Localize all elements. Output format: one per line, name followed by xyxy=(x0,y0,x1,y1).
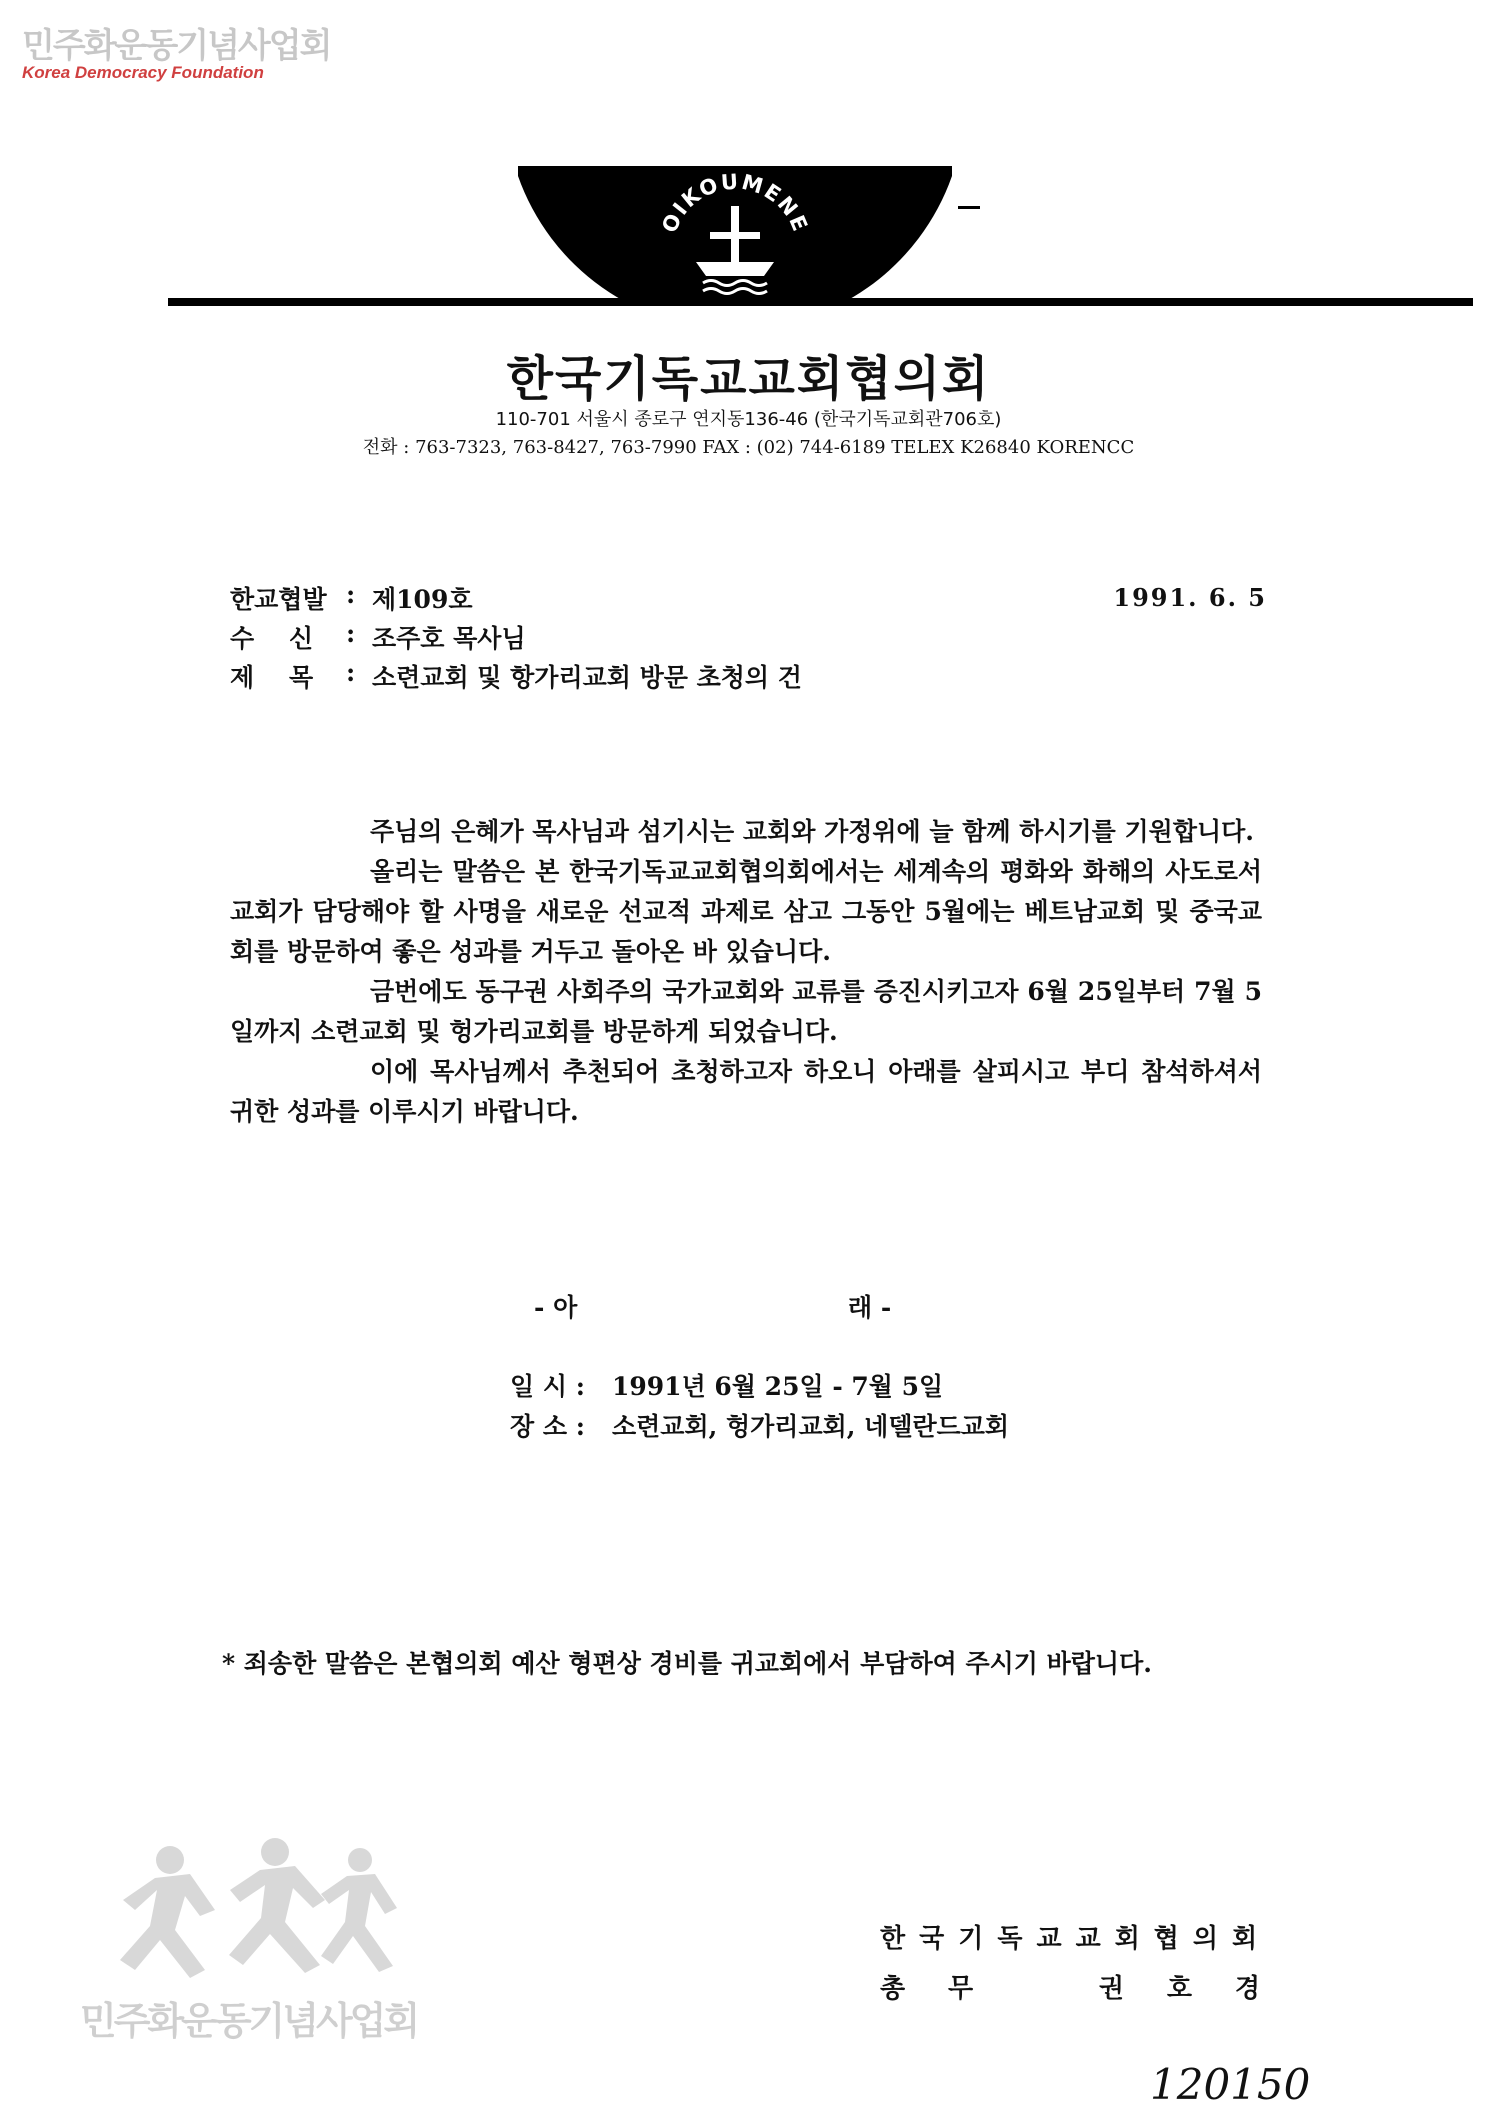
recipient-colon: : xyxy=(346,619,356,648)
place-value: 소련교회, 헝가리교회, 네델란드교회 xyxy=(612,1412,1010,1441)
letter-date: 1991. 6. 5 xyxy=(1113,583,1267,612)
org-address: 110-701 서울시 종로구 연지동136-46 (한국기독교회관706호) xyxy=(495,409,1002,430)
letterhead-rule xyxy=(168,298,1473,306)
signature-name-1: 권 xyxy=(1098,1974,1124,2004)
logo-dash xyxy=(958,206,980,209)
document-number: 120150 xyxy=(1150,2060,1311,2109)
oikoumene-logo xyxy=(518,166,952,306)
schedule-value: 1991년 6월 25일 - 7월 5일 xyxy=(612,1372,944,1401)
body-paragraph-2: 올리는 말씀은 본 한국기독교교회협의회에서는 세계속의 평화와 화해의 사도로서 교회가 담당해야 할 사명을 새로운 선교적 과제로 삼고 그동안 5월에는 베트남교회 및 중국교회를 방문하여 좋은 성과를 거두고 돌아온 바 있습니다. xyxy=(230,857,1262,966)
signature-org: 한국기독교교회협의회 xyxy=(880,1924,1272,1954)
signature-name-3: 경 xyxy=(1234,1974,1260,2004)
subject-label: 제 목 xyxy=(230,663,314,692)
org-name: 한국기독교교회협의회 xyxy=(506,351,991,407)
org-contact: 전화 : 763-7323, 763-8427, 763-7990 FAX : (02) 744-6189 TELEX K26840 KORENCC xyxy=(362,437,1135,458)
watermark-subtitle: Korea Democracy Foundation xyxy=(22,63,264,82)
runners-watermark-icon xyxy=(75,1830,405,1990)
footnote: * 죄송한 말씀은 본협의회 예산 형편상 경비를 귀교회에서 부담하여 주시기 바랍니다. xyxy=(222,1649,1152,1678)
recipient-value: 조주호 목사님 xyxy=(372,624,526,653)
body-paragraph-1: 주님의 은혜가 목사님과 섬기시는 교회와 가정위에 늘 함께 하시기를 기원합니다. xyxy=(370,817,1254,846)
signature-name-2: 호 xyxy=(1166,1974,1192,2004)
notice-heading-right: 래 - xyxy=(848,1293,892,1322)
doc-number-colon: : xyxy=(346,580,356,609)
recipient-label: 수 신 xyxy=(230,624,314,653)
doc-number-value: 제109호 xyxy=(372,585,473,614)
body-paragraph-4: 이에 목사님께서 추천되어 초청하고자 하오니 아래를 살피시고 부디 참석하셔서 귀한 성과를 이루시기 바랍니다. xyxy=(230,1057,1262,1126)
subject-value: 소련교회 및 항가리교회 방문 초청의 건 xyxy=(372,663,802,692)
signature-title-2: 무 xyxy=(948,1974,974,2004)
doc-number-label: 한교협발 xyxy=(230,585,327,614)
body-paragraph-3: 금번에도 동구권 사회주의 국가교회와 교류를 증진시키고자 6월 25일부터 7월 5일까지 소련교회 및 헝가리교회를 방문하게 되었습니다. xyxy=(230,977,1262,1046)
signature-title-1: 총 xyxy=(880,1974,906,2004)
logo-text: OIKOUMENE xyxy=(657,169,813,237)
watermark-title: 민주화운동기념사업회 xyxy=(22,26,331,66)
notice-heading-left: - 아 xyxy=(534,1293,578,1322)
watermark-footer-title: 민주화운동기념사업회 xyxy=(80,1999,418,2043)
subject-colon: : xyxy=(346,658,356,687)
place-label: 장 소 : xyxy=(510,1412,585,1441)
signature-name xyxy=(880,1968,1260,2005)
letter-body xyxy=(230,812,1262,1132)
schedule-label: 일 시 : xyxy=(510,1372,585,1401)
